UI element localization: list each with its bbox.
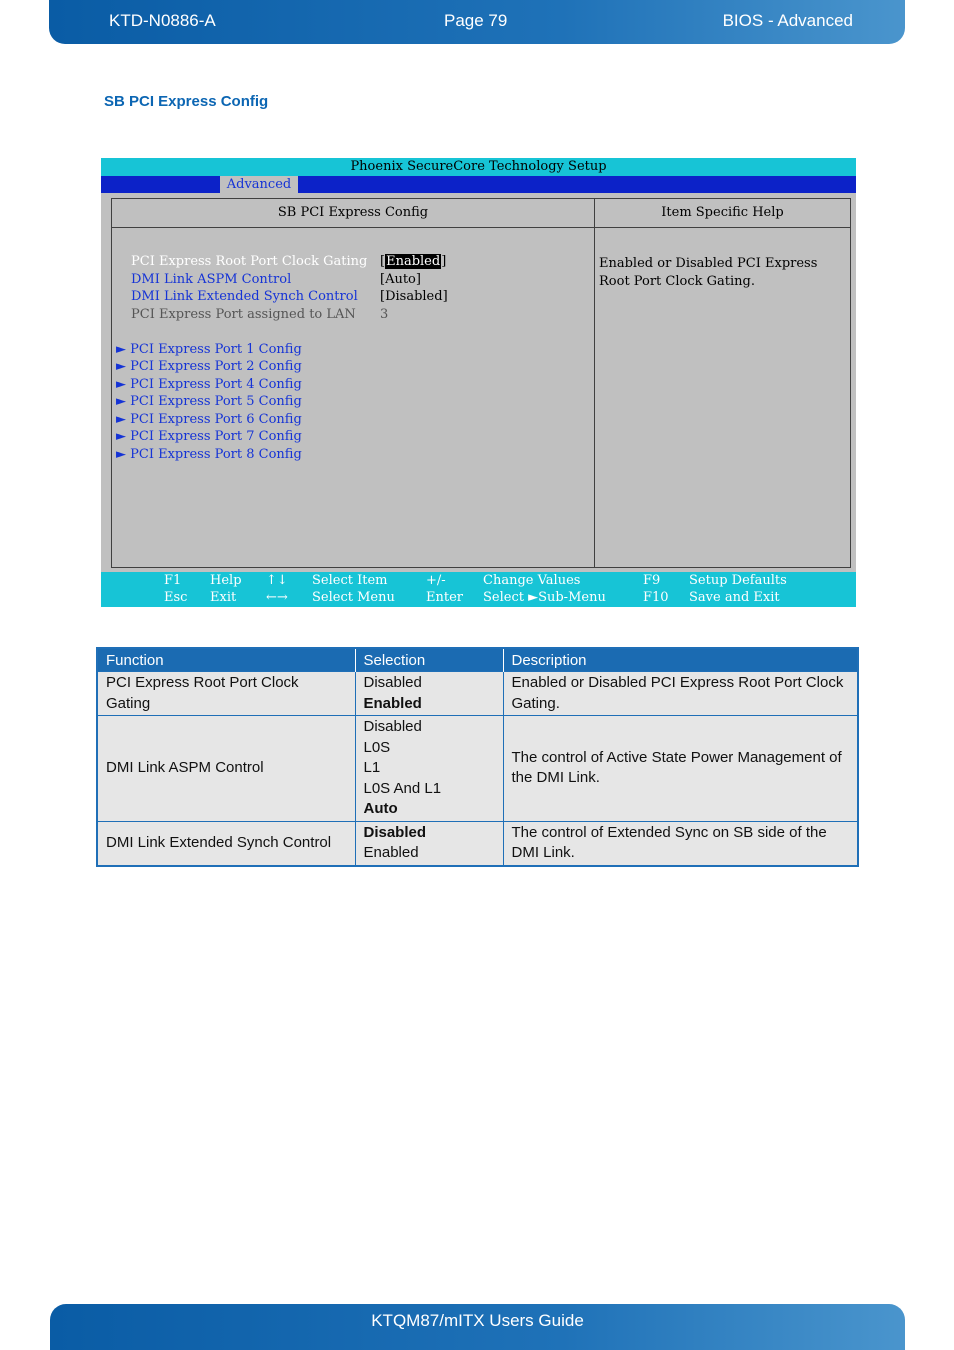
option-dmi-ext-sync[interactable]: DMI Link Extended Synch Control [131, 289, 358, 304]
selection-option: Disabled [363, 718, 422, 735]
table-row [97, 821, 858, 866]
submenu-port-4[interactable]: ► PCI Express Port 4 Config [116, 377, 302, 392]
key-setup-defaults: Setup Defaults [689, 573, 787, 588]
function-cell: DMI Link Extended Synch Control [97, 821, 355, 866]
triangle-right-icon: ► [116, 394, 126, 409]
submenu-port-8[interactable]: ► PCI Express Port 8 Config [116, 447, 302, 462]
description-cell: Enabled or Disabled PCI Express Root Port Clock Gating. [503, 672, 858, 716]
help-text: Enabled or Disabled PCI Express Root Port Clock Gating. [599, 256, 818, 289]
selection-option: L1 [363, 759, 381, 776]
key-select-menu: Select Menu [312, 590, 395, 605]
triangle-right-icon: ► [116, 412, 126, 427]
key-leftright: ←→ [266, 590, 288, 605]
function-table [96, 647, 859, 867]
description-cell: The control of Active State Power Management of the DMI Link. [503, 716, 858, 822]
key-f1: F1 [164, 573, 182, 588]
bios-keybar [101, 572, 856, 607]
bios-screenshot [101, 158, 856, 607]
page-number: Page 79 [444, 11, 508, 30]
key-select-submenu: Select ►Sub-Menu [483, 590, 606, 605]
triangle-right-icon: ► [116, 429, 126, 444]
table-header-row [97, 648, 858, 672]
triangle-right-icon: ► [116, 359, 126, 374]
key-change-values: Change Values [483, 573, 581, 588]
submenu-port-2[interactable]: ► PCI Express Port 2 Config [116, 359, 302, 374]
page-footer [50, 1304, 905, 1350]
bios-left-pane [111, 198, 595, 568]
key-select-item: Select Item [312, 573, 388, 588]
bios-title: Phoenix SecureCore Technology Setup [101, 158, 856, 176]
submenu-port-7[interactable]: ► PCI Express Port 7 Config [116, 429, 302, 444]
selection-cell [355, 672, 503, 716]
key-updown: ↑↓ [266, 573, 288, 588]
submenu-port-6[interactable]: ► PCI Express Port 6 Config [116, 412, 302, 427]
help-pane-header: Item Specific Help [595, 199, 850, 228]
bios-help-pane [594, 198, 851, 568]
footer-title: KTQM87/mITX Users Guide [371, 1311, 584, 1330]
option-lan-port: PCI Express Port assigned to LAN [131, 307, 356, 322]
default-selection: Auto [363, 800, 398, 817]
col-function: Function [97, 648, 355, 672]
selection-option: Disabled [363, 674, 422, 691]
submenu-port-5[interactable]: ► PCI Express Port 5 Config [116, 394, 302, 409]
option-clock-gating[interactable]: PCI Express Root Port Clock Gating [131, 254, 368, 269]
function-cell: PCI Express Root Port Clock Gating [97, 672, 355, 716]
key-help: Help [210, 573, 242, 588]
key-esc: Esc [164, 590, 188, 605]
default-selection: Disabled [363, 823, 427, 841]
key-f10: F10 [643, 590, 669, 605]
triangle-right-icon: ► [116, 377, 126, 392]
triangle-right-icon: ► [116, 342, 126, 357]
page-header [49, 0, 905, 44]
key-save-exit: Save and Exit [689, 590, 780, 605]
left-pane-header: SB PCI Express Config [112, 199, 594, 228]
option-dmi-ext-sync-value[interactable]: [Disabled] [380, 289, 448, 304]
option-clock-gating-value[interactable]: [Enabled] [380, 254, 447, 269]
selection-option: Enabled [363, 844, 419, 861]
selection-option: L0S [363, 738, 391, 756]
option-lan-port-value: 3 [380, 307, 389, 322]
doc-id: KTD-N0886-A [109, 11, 216, 30]
menu-tab-advanced[interactable]: Advanced [220, 176, 298, 193]
key-enter: Enter [426, 590, 463, 605]
col-selection: Selection [355, 648, 503, 672]
option-dmi-aspm[interactable]: DMI Link ASPM Control [131, 272, 292, 287]
option-dmi-aspm-value[interactable]: [Auto] [380, 272, 421, 287]
selection-option: L0S And L1 [363, 779, 442, 797]
key-exit: Exit [210, 590, 237, 605]
description-cell: The control of Extended Sync on SB side of the DMI Link. [503, 821, 858, 866]
default-selection: Enabled [363, 694, 422, 712]
bios-menubar [101, 176, 856, 193]
function-cell: DMI Link ASPM Control [97, 716, 355, 822]
table-row [97, 716, 858, 822]
selection-cell [355, 716, 503, 822]
section-title: SB PCI Express Config [104, 93, 269, 110]
submenu-port-1[interactable]: ► PCI Express Port 1 Config [116, 342, 302, 357]
section-name: BIOS - Advanced [722, 11, 853, 30]
triangle-right-icon: ► [116, 447, 126, 462]
table-row [97, 672, 858, 716]
col-description: Description [503, 648, 858, 672]
selection-cell [355, 821, 503, 866]
key-f9: F9 [643, 573, 661, 588]
key-plusminus: +/- [426, 573, 446, 588]
